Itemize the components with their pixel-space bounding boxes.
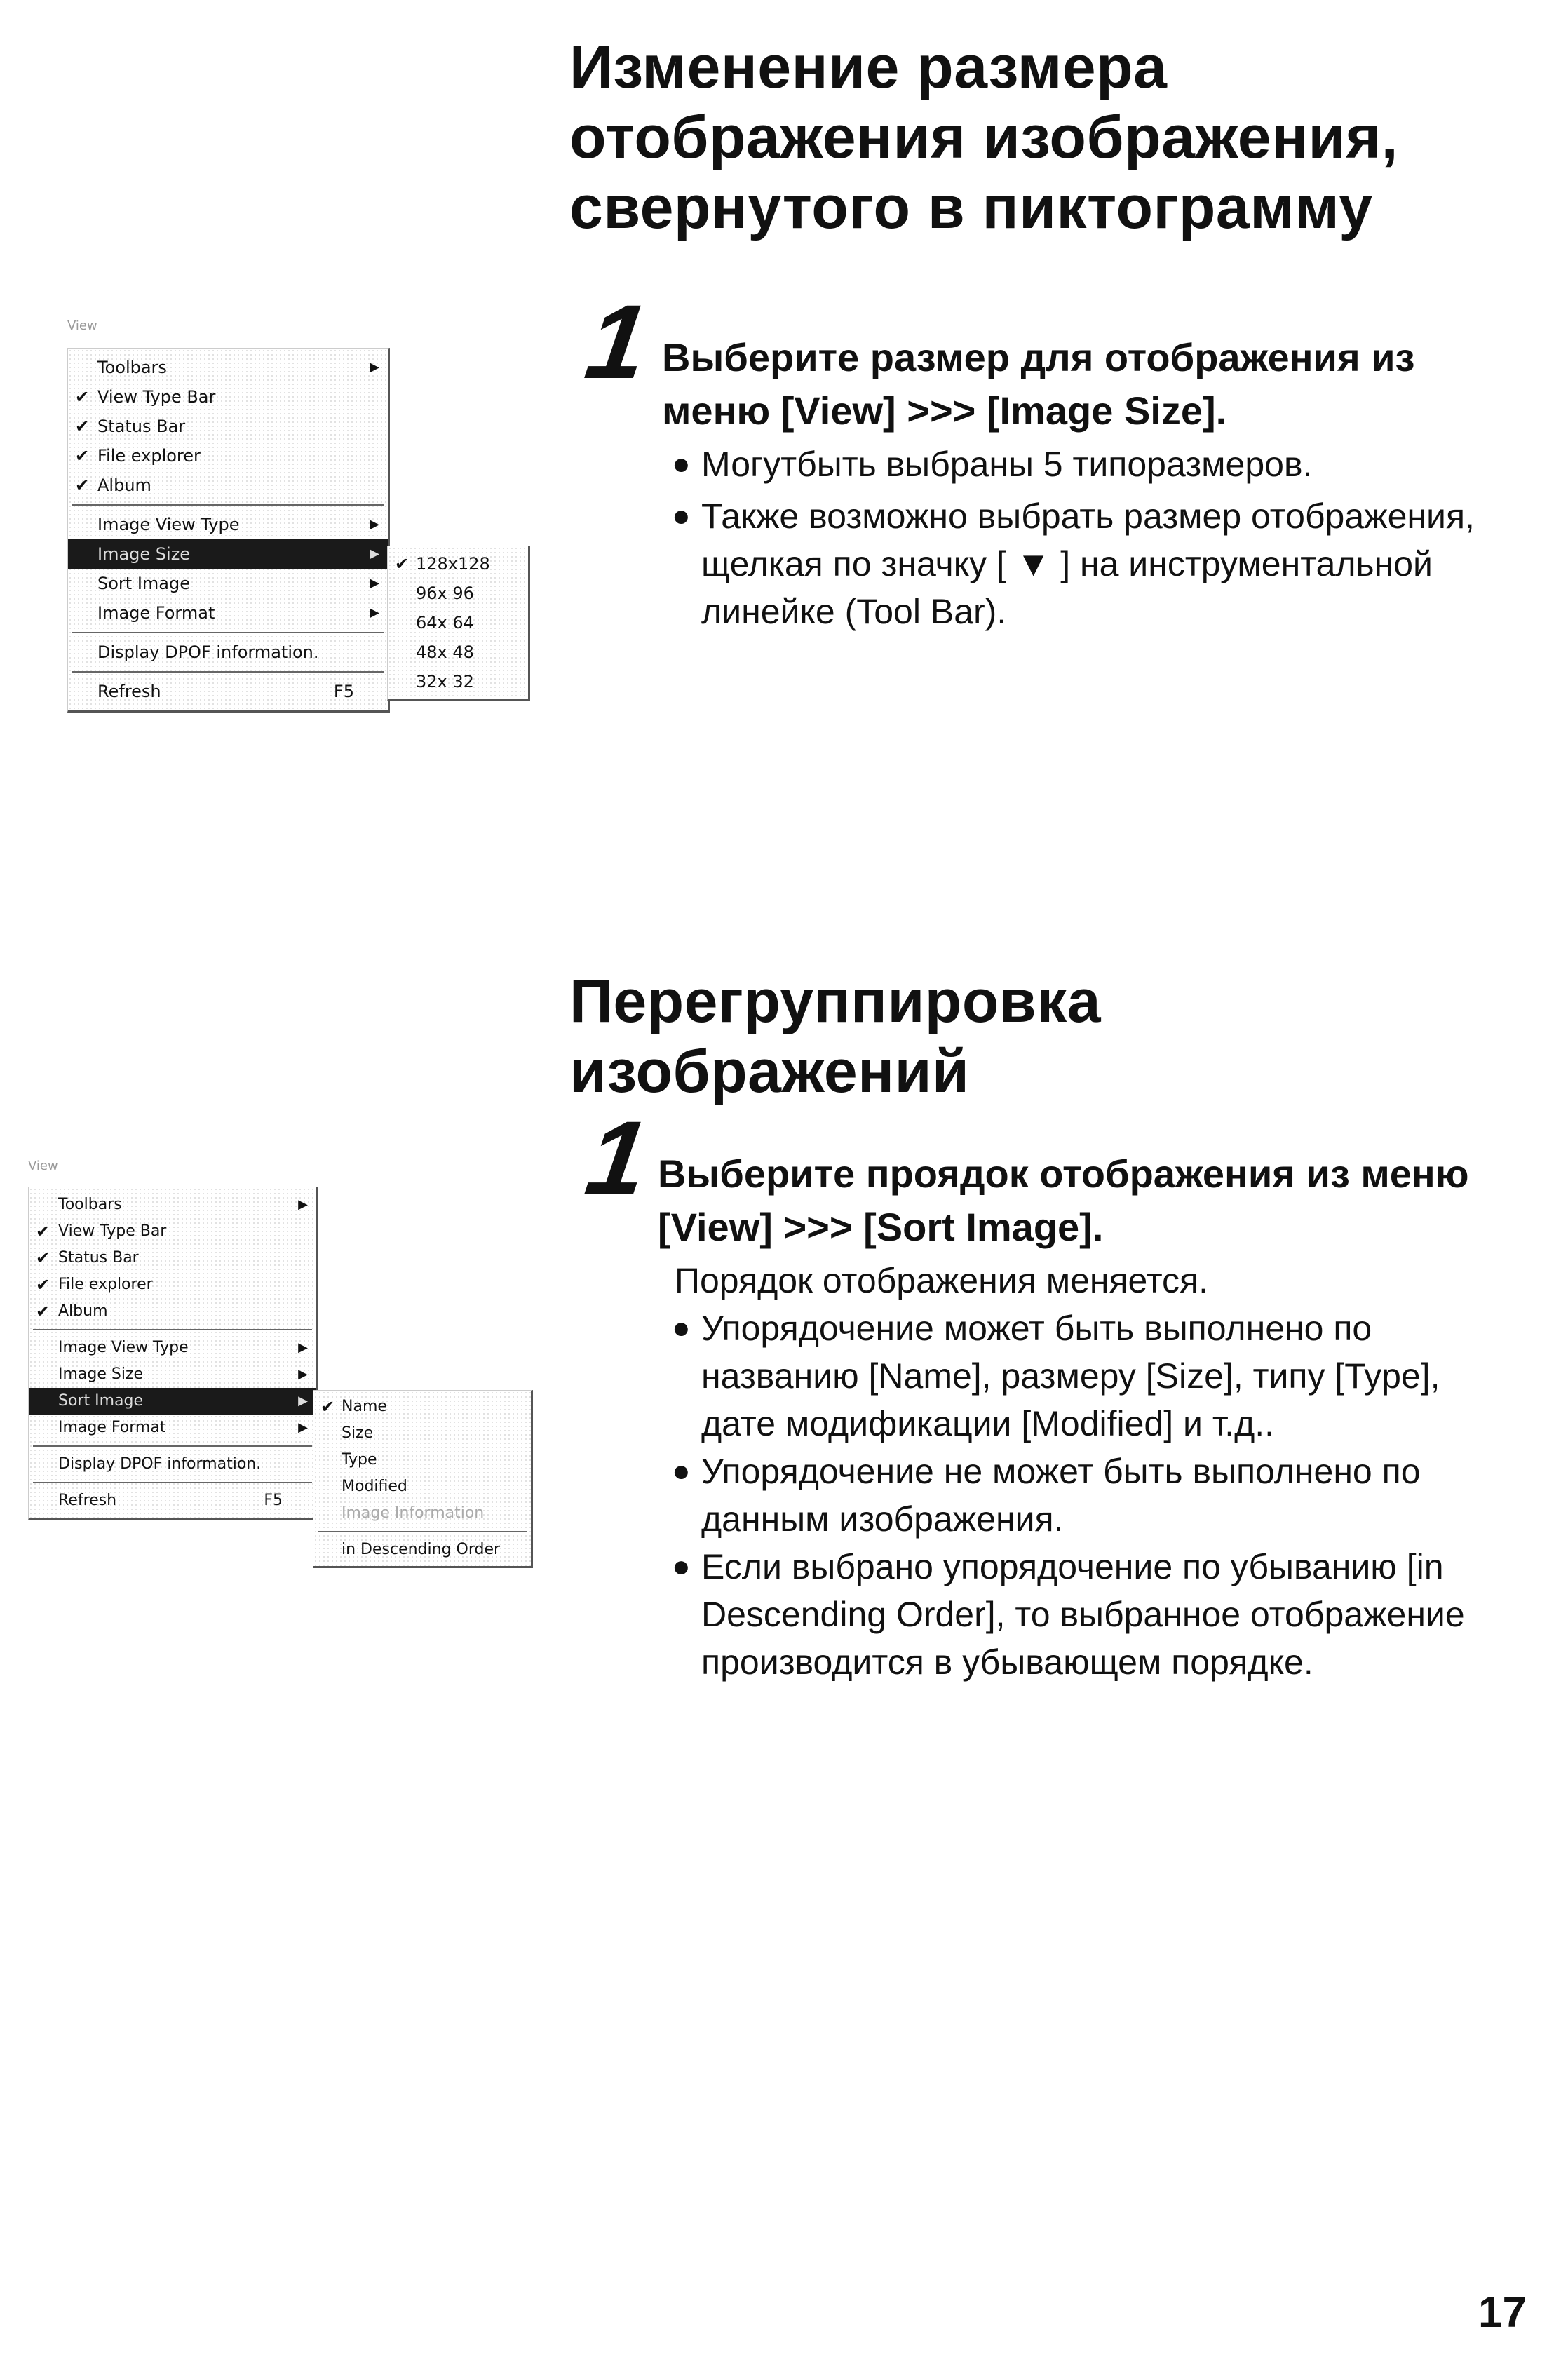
section2-step-title-line: [View] >>> [Sort Image].: [658, 1205, 1104, 1249]
menu2-item-image-size[interactable]: [29, 1361, 316, 1388]
submenu-item-size[interactable]: [313, 1420, 531, 1447]
submenu-item-96[interactable]: [388, 579, 528, 608]
submenu-arrow-icon: ▶: [370, 605, 379, 620]
submenu-item-label: 96x 96: [416, 583, 474, 603]
menu2-item-display-dpof[interactable]: [29, 1451, 316, 1478]
bullet-line: ● Упорядочение не может быть выполнено по: [701, 1452, 1421, 1491]
menu1-item-image-view-type[interactable]: [68, 510, 388, 539]
menu-separator: [72, 504, 384, 506]
submenu-item-label: Modified: [342, 1478, 407, 1495]
submenu-item-label: 32x 32: [416, 672, 474, 691]
bullet-line: ● Также возможно выбрать размер отображения,: [701, 497, 1475, 536]
menu-item-label: View Type Bar: [58, 1222, 167, 1240]
submenu-item-label: Name: [342, 1398, 387, 1415]
menu-item-label: Image View Type: [58, 1339, 189, 1356]
bullet-text: Могутбыть выбраны 5 типоразмеров.: [701, 445, 1313, 484]
submenu-item-descending[interactable]: [313, 1537, 531, 1563]
submenu-item-name[interactable]: [313, 1393, 531, 1420]
section2-step-title: [658, 1147, 1555, 1254]
menu-item-label: Toolbars: [97, 358, 167, 377]
submenu-item-label: Image Information: [342, 1504, 485, 1522]
menu-item-label: Refresh: [97, 682, 161, 701]
menu1-item-image-size[interactable]: [68, 539, 388, 569]
bullet-line: дате модификации [Modified] и т.д..: [701, 1404, 1275, 1443]
section2-title: [569, 966, 1551, 1107]
menu1-item-album[interactable]: [68, 471, 388, 500]
submenu-arrow-icon: ▶: [298, 1340, 308, 1355]
submenu-item-image-information: [313, 1500, 531, 1527]
menu2-item-toolbars[interactable]: [29, 1192, 316, 1218]
menu-item-label: Sort Image: [97, 574, 190, 593]
bullet-line: ● Если выбрано упорядочение по убыванию [in: [701, 1547, 1444, 1586]
menu1-item-image-format[interactable]: [68, 598, 388, 628]
menu-item-label: Image Size: [58, 1365, 144, 1383]
menu2-view-menu: [28, 1187, 318, 1520]
menu-item-label: Refresh: [58, 1492, 117, 1509]
section1-title: [569, 32, 1551, 243]
menu-item-label: Image View Type: [97, 515, 240, 534]
bullet-line: линейке (Tool Bar).: [701, 592, 1007, 631]
shortcut-label: F5: [264, 1492, 283, 1509]
bullet-line: щелкая по значку [ ▼ ] на инструментальной: [701, 544, 1433, 583]
menu-separator: [33, 1329, 312, 1330]
submenu-arrow-icon: ▶: [370, 360, 379, 374]
menu-item-label: View Type Bar: [97, 387, 216, 407]
submenu-arrow-icon: ▶: [370, 576, 379, 590]
section2-bullet-2: [672, 1447, 1555, 1543]
submenu-item-modified[interactable]: [313, 1473, 531, 1500]
menu-item-label: Display DPOF information.: [58, 1455, 262, 1473]
menu-item-label: Image Format: [97, 603, 215, 623]
section1-step-title-line: Выберите размер для отображения из: [662, 335, 1415, 379]
section2-title-line: Перегруппировка: [569, 968, 1102, 1035]
checkmark-icon: ✔: [75, 446, 90, 466]
section1-title-line: свернутого в пиктограмму: [569, 174, 1373, 241]
submenu-arrow-icon: ▶: [370, 517, 379, 532]
menu1-image-size-submenu: [387, 546, 530, 701]
section2-bullet-3: [672, 1543, 1555, 1686]
section2-step-number: 1: [579, 1099, 655, 1217]
section1-title-line: Изменение размера: [569, 34, 1168, 101]
menu2-sort-image-submenu: [313, 1390, 533, 1568]
submenu-item-64[interactable]: [388, 608, 528, 637]
menu1-item-refresh[interactable]: [68, 677, 388, 706]
submenu-item-type[interactable]: [313, 1447, 531, 1473]
submenu-item-label: Size: [342, 1424, 374, 1442]
menu1-item-file-explorer[interactable]: [68, 441, 388, 471]
section1-bullet-2: [672, 492, 1555, 635]
section2-step-title-line: Выберите проядок отображения из меню: [658, 1152, 1469, 1196]
bullet-line: Descending Order], то выбранное отображение: [701, 1595, 1465, 1634]
section1-bullets: [672, 440, 1555, 635]
submenu-item-label: 128x128: [416, 554, 490, 574]
menu-item-label: File explorer: [97, 446, 201, 466]
menu-item-label: Album: [58, 1302, 108, 1320]
menu1-item-toolbars[interactable]: [68, 353, 388, 382]
section1-step-title-line: меню [View] >>> [Image Size].: [662, 389, 1227, 433]
menu2-item-image-view-type[interactable]: [29, 1335, 316, 1361]
checkmark-icon: ✔: [36, 1275, 50, 1295]
submenu-item-label: Type: [342, 1451, 377, 1469]
checkmark-icon: ✔: [36, 1248, 50, 1268]
menu-separator: [318, 1531, 527, 1532]
section2-bullet-1: [672, 1304, 1555, 1447]
section1-step-title: [662, 331, 1546, 438]
checkmark-icon: ✔: [36, 1222, 50, 1241]
bullet-line: данным изображения.: [701, 1499, 1064, 1539]
menu-item-label: File explorer: [58, 1276, 153, 1293]
submenu-item-label: 48x 48: [416, 642, 474, 662]
checkmark-icon: ✔: [320, 1397, 335, 1417]
menu-item-label: Image Format: [58, 1419, 166, 1436]
checkmark-icon: ✔: [395, 554, 410, 574]
menu1-view-menu: [67, 348, 390, 713]
bullet-line: ● Упорядочение может быть выполнено по: [701, 1309, 1372, 1348]
menu2-item-refresh[interactable]: [29, 1487, 316, 1514]
submenu-arrow-icon: ▶: [298, 1420, 308, 1435]
checkmark-icon: ✔: [75, 417, 90, 436]
checkmark-icon: ✔: [75, 387, 90, 407]
submenu-item-48[interactable]: [388, 637, 528, 667]
bullet-line: названию [Name], размеру [Size], типу [Type],: [701, 1356, 1440, 1396]
submenu-arrow-icon: ▶: [298, 1197, 308, 1212]
menu2-item-view-type-bar[interactable]: [29, 1218, 316, 1245]
menu2-item-sort-image[interactable]: [29, 1388, 316, 1415]
menu1-item-display-dpof[interactable]: [68, 637, 388, 667]
menu-separator: [33, 1445, 312, 1447]
menu-item-label: Status Bar: [97, 417, 186, 436]
menu-separator: [72, 671, 384, 673]
section2-body: [672, 1257, 1555, 1686]
submenu-arrow-icon: ▶: [298, 1367, 308, 1382]
submenu-item-128[interactable]: [388, 549, 528, 579]
section1-title-line: отображения изображения,: [569, 104, 1398, 171]
menu-item-label: Album: [97, 475, 151, 495]
menu2-item-file-explorer[interactable]: [29, 1271, 316, 1298]
checkmark-icon: ✔: [36, 1302, 50, 1321]
submenu-item-label: in Descending Order: [342, 1541, 501, 1558]
menu-item-label: Sort Image: [58, 1392, 143, 1410]
shortcut-label: F5: [333, 682, 354, 701]
menu1-item-view-type-bar[interactable]: [68, 382, 388, 412]
submenu-item-label: 64x 64: [416, 613, 474, 633]
checkmark-icon: ✔: [75, 475, 90, 495]
menu-separator: [72, 632, 384, 633]
submenu-item-32[interactable]: [388, 667, 528, 696]
bullet-line: производится в убывающем порядке.: [701, 1642, 1313, 1682]
menu-item-label: Display DPOF information.: [97, 642, 319, 662]
menu1-item-sort-image[interactable]: [68, 569, 388, 598]
menu2-item-image-format[interactable]: [29, 1415, 316, 1441]
menu-separator: [33, 1482, 312, 1483]
menu1-caption: View: [67, 318, 97, 333]
menu2-caption: View: [28, 1159, 58, 1173]
menu2-item-album[interactable]: [29, 1298, 316, 1325]
section1-step-number: 1: [579, 283, 655, 400]
submenu-arrow-icon: ▶: [370, 546, 379, 561]
menu-item-label: Toolbars: [58, 1196, 122, 1213]
submenu-arrow-icon: ▶: [298, 1393, 308, 1408]
section2-intro: Порядок отображения меняется.: [675, 1261, 1209, 1300]
menu2-item-status-bar[interactable]: [29, 1245, 316, 1271]
menu-item-label: Image Size: [97, 544, 191, 564]
section1-bullet-1: [672, 440, 1555, 488]
section2-title-line: изображений: [569, 1038, 970, 1105]
menu-item-label: Status Bar: [58, 1249, 139, 1267]
menu1-item-status-bar[interactable]: [68, 412, 388, 441]
page-number: 17: [1478, 2288, 1527, 2337]
